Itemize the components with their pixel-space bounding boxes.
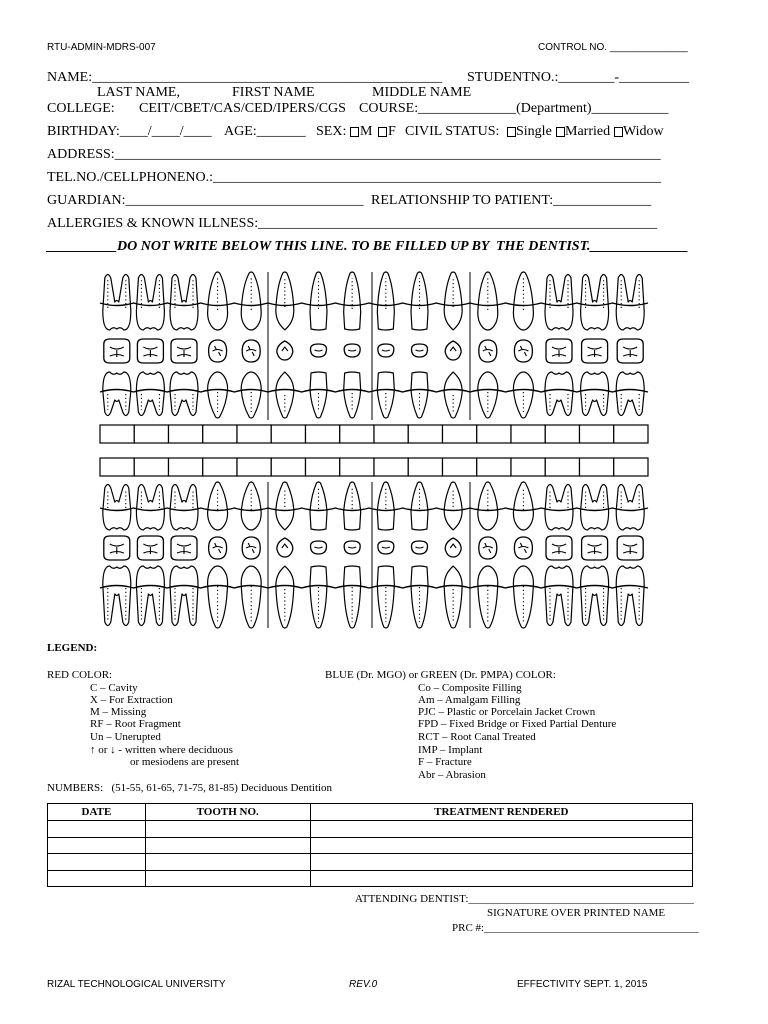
date-cell[interactable] (48, 870, 146, 887)
telephone-field: TEL.NO./CELLPHONENO.:________________________________________________________________ (47, 170, 662, 185)
table-row (48, 870, 693, 887)
tooth-outline (277, 341, 293, 360)
tooth-outline (170, 372, 198, 416)
tooth-side-view (136, 485, 164, 531)
tooth-side-view (136, 372, 164, 416)
tooth-occlusal-view (242, 537, 260, 559)
tooth-side-view (616, 372, 644, 416)
tooth-occlusal-view (582, 536, 608, 560)
civil-single-label: Single (516, 124, 552, 139)
tooth-number-box (408, 425, 442, 443)
address-field: ADDRESS:______________________________________________________________________________ (47, 147, 661, 162)
middle-name-caption: MIDDLE NAME (372, 85, 472, 100)
tooth-side-view (444, 372, 462, 418)
tooth-occlusal-view (209, 340, 227, 362)
tooth-occlusal-view (104, 339, 130, 363)
tooth-number-box (100, 425, 134, 443)
tooth-side-view (310, 566, 327, 628)
tooth-occlusal-view (277, 341, 293, 360)
table-row (48, 821, 693, 838)
tooth-outline (209, 537, 227, 559)
tooth-side-view (478, 482, 498, 530)
footer-effectivity: EFFECTIVITY SEPT. 1, 2015 (517, 979, 648, 990)
tooth-number-box (340, 425, 374, 443)
tooth-outline (241, 272, 261, 330)
tooth-number-boxes (100, 425, 648, 476)
sex-label: SEX: (316, 124, 347, 139)
tooth-occlusal-view (277, 538, 293, 557)
tooth-outline (445, 341, 461, 360)
tooth-outline (581, 566, 609, 626)
document-code: RTU-ADMIN-MDRS-007 (47, 42, 156, 53)
tooth-occlusal-view (582, 339, 608, 363)
legend-blue-item: IMP – Implant (418, 744, 483, 756)
date-cell[interactable] (48, 837, 146, 854)
tooth-side-view (444, 566, 462, 628)
tooth-number-box (511, 425, 545, 443)
tooth-side-view (616, 485, 644, 531)
tooth-number-box (580, 458, 614, 476)
tooth-occlusal-view (546, 536, 572, 560)
tooth-side-view (581, 275, 609, 331)
tooth-number-box (374, 425, 408, 443)
tooth-outline (513, 566, 533, 628)
name-field: NAME:__________________________________________________ (47, 70, 443, 85)
tooth-number-box (443, 458, 477, 476)
legend-blue-item: Abr – Abrasion (418, 769, 486, 781)
treatment-cell[interactable] (310, 870, 692, 887)
tooth-side-view (344, 566, 361, 628)
tooth-number-box (271, 425, 305, 443)
tooth-outline (545, 566, 573, 626)
relationship-field: RELATIONSHIP TO PATIENT:______________ (371, 193, 652, 208)
tooth-side-view (170, 275, 198, 331)
tooth-side-view (444, 272, 462, 330)
student-number-field: STUDENTNO.:________-__________ (467, 70, 690, 85)
tooth-side-view (310, 372, 327, 418)
tooth-occlusal-view (617, 536, 643, 560)
tooth-occlusal-view (344, 344, 360, 357)
tooth-number-column-header: TOOTH NO. (145, 804, 310, 821)
tooth-outline (616, 275, 644, 331)
tooth-occlusal-view (617, 339, 643, 363)
footer-university: RIZAL TECHNOLOGICAL UNIVERSITY (47, 979, 226, 990)
tooth-outline (581, 372, 609, 416)
table-row (48, 854, 693, 871)
tooth-number-box (100, 458, 134, 476)
tooth-side-view (103, 566, 131, 626)
tooth-side-view (377, 272, 394, 330)
tooth-number-box (477, 458, 511, 476)
tooth-outline (411, 566, 428, 628)
legend-red-heading: RED COLOR: (47, 669, 113, 681)
tooth-side-view (444, 482, 462, 530)
tooth-number-box (443, 425, 477, 443)
tooth-side-view (241, 482, 261, 530)
tooth-number-box (511, 458, 545, 476)
dental-chart-teeth (103, 272, 644, 628)
tooth-occlusal-view (479, 340, 497, 362)
tooth-occlusal-view (171, 536, 197, 560)
tooth-outline (103, 372, 131, 416)
tooth-side-view (545, 372, 573, 416)
tooth-occlusal-view (445, 341, 461, 360)
sex-male-label: M (360, 124, 373, 139)
tooth-occlusal-view (412, 541, 428, 554)
tooth-occlusal-view (137, 536, 163, 560)
tooth-number-box (306, 425, 340, 443)
tooth-side-view (377, 566, 394, 628)
tooth-side-view (344, 372, 361, 418)
tooth-number-cell[interactable] (145, 854, 310, 871)
tooth-outline (514, 340, 532, 362)
tooth-side-view (170, 372, 198, 416)
tooth-side-view (411, 272, 428, 330)
date-column-header: DATE (48, 804, 146, 821)
tooth-outline (377, 566, 394, 628)
treatment-column-header: TREATMENT RENDERED (310, 804, 692, 821)
tooth-side-view (616, 275, 644, 331)
tooth-outline (170, 485, 198, 531)
tooth-occlusal-view (344, 541, 360, 554)
tooth-side-view (616, 566, 644, 626)
tooth-side-view (276, 272, 294, 330)
tooth-side-view (478, 372, 498, 418)
dentist-only-notice: __________DO NOT WRITE BELOW THIS LINE. TO BE FILLED UP BY THE DENTIST.______________ (47, 239, 689, 254)
tooth-number-box (134, 458, 168, 476)
tooth-outline (581, 275, 609, 331)
tooth-number-box (580, 425, 614, 443)
tooth-occlusal-view (546, 339, 572, 363)
tooth-occlusal-view (104, 536, 130, 560)
college-options: CEIT/CBET/CAS/CED/IPERS/CGS (139, 101, 346, 116)
tooth-outline (209, 340, 227, 362)
tooth-outline (170, 275, 198, 331)
tooth-number-box (545, 458, 579, 476)
tooth-outline (616, 372, 644, 416)
tooth-outline (444, 272, 462, 330)
birthday-field: BIRTHDAY:____/____/____ (47, 124, 212, 139)
tooth-occlusal-view (445, 538, 461, 557)
tooth-outline (411, 372, 428, 418)
tooth-outline (344, 566, 361, 628)
tooth-outline (136, 485, 164, 531)
tooth-outline (208, 272, 228, 330)
tooth-occlusal-view (311, 344, 327, 357)
tooth-number-cell[interactable] (145, 837, 310, 854)
legend-red-item: ↑ or ↓ - written where deciduous (90, 744, 233, 756)
tooth-side-view (241, 566, 261, 628)
tooth-number-box (169, 458, 203, 476)
tooth-outline (208, 566, 228, 628)
tooth-side-view (513, 372, 533, 418)
legend-red-item: C – Cavity (90, 682, 138, 694)
allergies-field: ALLERGIES & KNOWN ILLNESS:_________________________________________________________ (47, 216, 658, 231)
tooth-occlusal-view (412, 344, 428, 357)
tooth-outline (513, 272, 533, 330)
tooth-side-view (377, 372, 394, 418)
tooth-outline (136, 275, 164, 331)
tooth-outline (136, 372, 164, 416)
tooth-outline (545, 275, 573, 331)
table-row (48, 837, 693, 854)
tooth-side-view (377, 482, 394, 530)
tooth-side-view (136, 275, 164, 331)
tooth-occlusal-view (242, 340, 260, 362)
tooth-side-view (103, 485, 131, 531)
tooth-side-view (276, 372, 294, 418)
tooth-outline (170, 566, 198, 626)
tooth-number-box (614, 458, 648, 476)
tooth-outline (136, 566, 164, 626)
treatment-table (47, 803, 693, 887)
tooth-occlusal-view (311, 541, 327, 554)
legend-blue-item: Am – Amalgam Filling (418, 694, 521, 706)
tooth-side-view (170, 485, 198, 531)
footer-revision: REV.0 (349, 979, 378, 990)
tooth-outline (478, 272, 498, 330)
prc-number-field: PRC #:_______________________________________ (452, 922, 699, 934)
tooth-outline (310, 566, 327, 628)
tooth-side-view (310, 482, 327, 530)
legend-blue-item: Co – Composite Filling (418, 682, 522, 694)
tooth-outline (377, 372, 394, 418)
tooth-side-view (276, 566, 294, 628)
treatment-cell[interactable] (310, 854, 692, 871)
tooth-outline (277, 538, 293, 557)
tooth-outline (241, 566, 261, 628)
tooth-number-cell[interactable] (145, 821, 310, 838)
tooth-number-box (340, 458, 374, 476)
tooth-side-view (411, 566, 428, 628)
tooth-side-view (344, 482, 361, 530)
tooth-outline (310, 372, 327, 418)
tooth-outline (242, 340, 260, 362)
tooth-outline (545, 372, 573, 416)
tooth-outline (616, 566, 644, 626)
signature-caption: SIGNATURE OVER PRINTED NAME (487, 907, 666, 919)
tooth-outline (514, 537, 532, 559)
civil-married-label: Married (565, 124, 611, 139)
tooth-number-box (169, 425, 203, 443)
tooth-side-view (478, 272, 498, 330)
tooth-outline (103, 485, 131, 531)
tooth-number-box (203, 425, 237, 443)
tooth-occlusal-view (209, 537, 227, 559)
tooth-occlusal-view (479, 537, 497, 559)
tooth-outline (479, 537, 497, 559)
tooth-number-box (237, 425, 271, 443)
tooth-side-view (545, 566, 573, 626)
civil-status-label: CIVIL STATUS: (405, 124, 500, 139)
first-name-caption: FIRST NAME (232, 85, 315, 100)
tooth-side-view (208, 272, 228, 330)
tooth-number-box (203, 458, 237, 476)
date-cell[interactable] (48, 854, 146, 871)
tooth-side-view (136, 566, 164, 626)
tooth-side-view (545, 485, 573, 531)
tooth-side-view (344, 272, 361, 330)
legend-red-item: Un – Unerupted (90, 731, 161, 743)
tooth-outline (581, 485, 609, 531)
tooth-side-view (411, 372, 428, 418)
tooth-outline (103, 566, 131, 626)
tooth-occlusal-view (171, 339, 197, 363)
treatment-cell[interactable] (310, 837, 692, 854)
tooth-occlusal-view (514, 537, 532, 559)
legend-red-item: X – For Extraction (90, 694, 173, 706)
tooth-number-box (306, 458, 340, 476)
legend-blue-green-heading: BLUE (Dr. MGO) or GREEN (Dr. PMPA) COLOR: (325, 669, 556, 681)
tooth-side-view (170, 566, 198, 626)
tooth-number-cell[interactable] (145, 870, 310, 887)
tooth-side-view (208, 482, 228, 530)
tooth-side-view (513, 566, 533, 628)
control-number-field: CONTROL NO. ______________ (538, 42, 688, 53)
tooth-number-box (408, 458, 442, 476)
attending-dentist-field: ATTENDING DENTIST:_________________________________________ (355, 893, 694, 905)
tooth-outline (242, 537, 260, 559)
tooth-number-box (545, 425, 579, 443)
last-name-caption: LAST NAME, (97, 85, 180, 100)
date-cell[interactable] (48, 821, 146, 838)
tooth-side-view (103, 275, 131, 331)
tooth-side-view (581, 485, 609, 531)
tooth-outline (616, 485, 644, 531)
tooth-side-view (545, 275, 573, 331)
tooth-side-view (581, 566, 609, 626)
tooth-side-view (208, 566, 228, 628)
tooth-occlusal-view (378, 344, 394, 357)
guardian-field: GUARDIAN:__________________________________ (47, 193, 364, 208)
tooth-side-view (310, 272, 327, 330)
tooth-side-view (276, 482, 294, 530)
tooth-side-view (581, 372, 609, 416)
tooth-number-box (614, 425, 648, 443)
legend-blue-item: PJC – Plastic or Porcelain Jacket Crown (418, 706, 596, 718)
tooth-number-box (374, 458, 408, 476)
college-label: COLLEGE: (47, 101, 115, 116)
treatment-cell[interactable] (310, 821, 692, 838)
tooth-side-view (411, 482, 428, 530)
sex-female-label: F (388, 124, 396, 139)
tooth-occlusal-view (514, 340, 532, 362)
legend-blue-item: F – Fracture (418, 756, 472, 768)
civil-widow-label: Widow (623, 124, 664, 139)
age-field: AGE:_______ (224, 124, 306, 139)
tooth-outline (103, 275, 131, 331)
legend-red-item: M – Missing (90, 706, 147, 718)
tooth-side-view (103, 372, 131, 416)
tooth-number-box (477, 425, 511, 443)
tooth-side-view (513, 482, 533, 530)
tooth-number-box (134, 425, 168, 443)
tooth-occlusal-view (137, 339, 163, 363)
tooth-outline (276, 272, 294, 330)
legend-blue-item: FPD – Fixed Bridge or Fixed Partial Denture (418, 718, 617, 730)
table-header-row (48, 804, 693, 821)
tooth-outline (545, 485, 573, 531)
tooth-number-box (237, 458, 271, 476)
tooth-occlusal-view (378, 541, 394, 554)
tooth-side-view (513, 272, 533, 330)
legend-blue-item: RCT – Root Canal Treated (418, 731, 536, 743)
deciduous-numbers-note: NUMBERS: (51-55, 61-65, 71-75, 81-85) Deciduous Dentition (47, 782, 333, 794)
tooth-side-view (241, 272, 261, 330)
legend-title: LEGEND: (47, 642, 98, 654)
tooth-number-box (271, 458, 305, 476)
tooth-outline (478, 566, 498, 628)
legend-red-item: RF – Root Fragment (90, 718, 181, 730)
tooth-side-view (241, 372, 261, 418)
tooth-outline (445, 538, 461, 557)
tooth-side-view (208, 372, 228, 418)
tooth-outline (344, 372, 361, 418)
tooth-outline (479, 340, 497, 362)
legend-red-item: or mesiodens are present (130, 756, 240, 768)
tooth-side-view (478, 566, 498, 628)
course-field: COURSE:______________(Department)___________ (359, 101, 669, 116)
